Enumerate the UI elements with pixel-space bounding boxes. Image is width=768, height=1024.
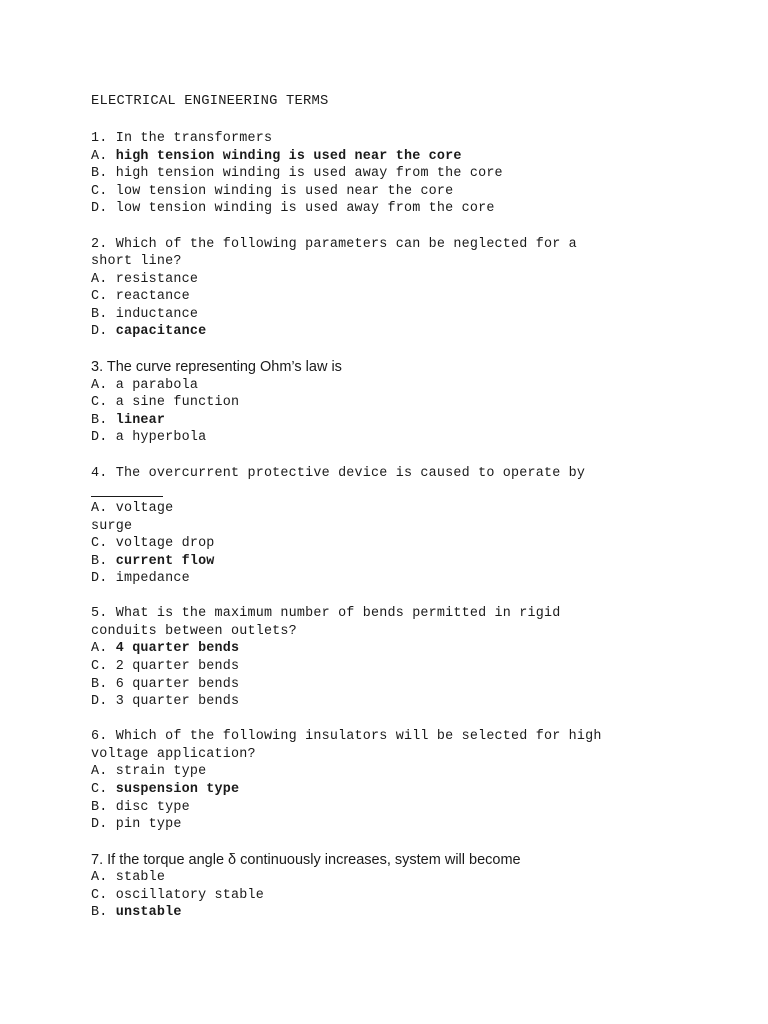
question-1-choice-c: C. low tension winding is used near the core: [91, 184, 454, 199]
question-6-choice-b: B. disc type: [91, 800, 190, 815]
page-title: ELECTRICAL ENGINEERING TERMS: [91, 94, 329, 109]
question-1-choice-b: B. high tension winding is used away from the core: [91, 166, 503, 181]
question-3-choice-d: D. a hyperbola: [91, 430, 207, 445]
question-3-prompt: 3. The curve representing Ohm’s law is: [91, 359, 342, 375]
answer-text: high tension winding is used near the core: [115, 149, 462, 164]
question-4-choice-d: D. impedance: [91, 571, 190, 586]
question-6-prompt-line-1: 6. Which of the following insulators will be selected for high: [91, 729, 602, 744]
question-6-choice-a: A. strain type: [91, 764, 207, 779]
question-7-prompt: 7. If the torque angle δ continuously increases, system will become: [91, 852, 521, 868]
question-6-choice-d: D. pin type: [91, 817, 182, 832]
question-2-prompt-line-1: 2. Which of the following parameters can be neglected for a: [91, 237, 577, 252]
question-3-choice-c: C. a sine function: [91, 395, 240, 410]
answer-text: capacitance: [115, 324, 207, 339]
question-7-choice-a: A. stable: [91, 870, 166, 885]
question-5-choice-c: C. 2 quarter bends: [91, 659, 240, 674]
question-4-prompt: 4. The overcurrent protective device is caused to operate by: [91, 466, 586, 481]
question-5-prompt-line-2: conduits between outlets?: [91, 624, 297, 639]
question-2-choice-b: B. inductance: [91, 307, 199, 322]
question-5-choice-a: A. 4 quarter bends: [91, 641, 240, 656]
question-5-choice-d: D. 3 quarter bends: [91, 694, 240, 709]
question-2-prompt-line-2: short line?: [91, 254, 182, 269]
question-6-choice-c: C. suspension type: [91, 782, 240, 797]
question-5-prompt-line-1: 5. What is the maximum number of bends permitted in rigid: [91, 606, 561, 621]
answer-text: unstable: [115, 905, 182, 920]
question-1-choice-a: A. high tension winding is used near the core: [91, 149, 462, 164]
question-4-choice-a-continuation: surge: [91, 519, 133, 534]
answer-text: suspension type: [115, 782, 240, 797]
question-7-choice-c: C. oscillatory stable: [91, 888, 264, 903]
question-4-choice-a: A. voltage: [91, 501, 174, 516]
question-2-choice-c: C. reactance: [91, 289, 190, 304]
question-4-choice-c: C. voltage drop: [91, 536, 215, 551]
question-5-choice-b: B. 6 quarter bends: [91, 677, 240, 692]
question-2-choice-d: D. capacitance: [91, 324, 207, 339]
question-3-choice-a: A. a parabola: [91, 378, 199, 393]
question-1-choice-d: D. low tension winding is used away from the core: [91, 201, 495, 216]
question-4-choice-b: B. current flow: [91, 554, 215, 569]
question-3-choice-b: B. linear: [91, 413, 166, 428]
answer-blank-line: [91, 496, 163, 497]
question-7-choice-b: B. unstable: [91, 905, 182, 920]
answer-text: current flow: [115, 554, 215, 569]
answer-text: 4 quarter bends: [115, 641, 240, 656]
question-6-prompt-line-2: voltage application?: [91, 747, 256, 762]
answer-text: linear: [115, 413, 166, 428]
question-1-prompt: 1. In the transformers: [91, 131, 273, 146]
question-2-choice-a: A. resistance: [91, 272, 199, 287]
